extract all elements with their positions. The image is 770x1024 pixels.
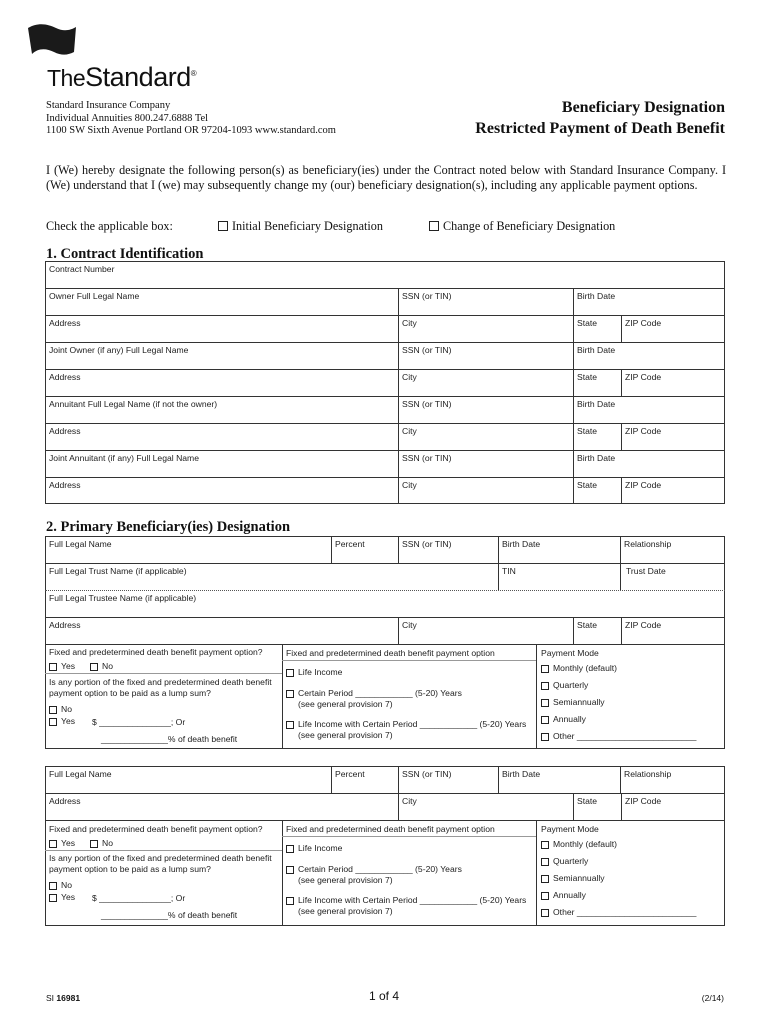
b2-quarterly[interactable] [541, 856, 588, 866]
b2-life-income[interactable] [286, 843, 342, 853]
form-prefix: SI [46, 993, 55, 1003]
brand-name: Standard [85, 62, 191, 92]
b2-monthly-label: Monthly (default) [553, 839, 618, 849]
b2-annually[interactable] [541, 890, 586, 900]
b2-fixed-yes-checkbox[interactable] [49, 840, 57, 848]
b1-life-income-checkbox[interactable] [286, 669, 294, 677]
b2-other-label: Other _________________________ [553, 907, 697, 917]
b2-percent-benefit-field[interactable]: ______________% of death benefit [101, 910, 238, 920]
b1-life-certain-provision: (see general provision 7) [298, 730, 393, 740]
section-1-title: 1. Contract Identification [46, 246, 204, 262]
b2-fixed-no-label: No [102, 838, 113, 848]
b2-ssn-field[interactable]: SSN (or TIN) [402, 769, 452, 779]
joint-owner-birth-date-field[interactable]: Birth Date [577, 345, 616, 355]
b2-certain-period-label: Certain Period ____________ (5-20) Years [298, 864, 462, 874]
b2-percent-field[interactable]: Percent [335, 769, 365, 779]
joint-owner-state-field[interactable]: State [577, 372, 598, 382]
contract-number-field[interactable]: Contract Number [49, 264, 115, 274]
joint-annuitant-city-field[interactable]: City [402, 480, 417, 490]
joint-annuitant-state-field[interactable]: State [577, 480, 598, 490]
b1-life-income-certain-checkbox[interactable] [286, 721, 294, 729]
contract-identification-table [45, 261, 725, 504]
company-name: Standard Insurance Company [46, 100, 171, 111]
b1-fixed-no-label: No [102, 661, 113, 671]
b1-semiannually-checkbox[interactable] [541, 699, 549, 707]
b1-lump-sum-question-1: Is any portion of the fixed and predetermined death benefit [49, 677, 272, 687]
joint-annuitant-birth-date-field[interactable]: Birth Date [577, 453, 616, 463]
b1-address-field[interactable]: Address [49, 620, 81, 630]
b2-life-income-certain-checkbox[interactable] [286, 897, 294, 905]
b1-other-label: Other _________________________ [553, 731, 697, 741]
title-line-2: Restricted Payment of Death Benefit [475, 120, 725, 137]
b2-lump-yes-checkbox[interactable] [49, 894, 57, 902]
initial-designation-label: Initial Beneficiary Designation [232, 219, 383, 233]
b2-state-field[interactable]: State [577, 796, 598, 806]
b1-state-field[interactable]: State [577, 620, 598, 630]
b2-monthly[interactable] [541, 839, 617, 849]
annuitant-address-field[interactable]: Address [49, 426, 81, 436]
b1-semiannually-label: Semiannually [553, 697, 605, 707]
b2-lump-yes-label: Yes [61, 892, 76, 902]
b2-certain-period[interactable] [286, 864, 462, 874]
company-info [46, 100, 336, 138]
b2-lump-no-checkbox[interactable] [49, 882, 57, 890]
b1-annually-checkbox[interactable] [541, 716, 549, 724]
b1-lump-yes[interactable] [49, 716, 75, 726]
b2-birth-date-field[interactable]: Birth Date [502, 769, 541, 779]
b1-quarterly[interactable] [541, 680, 588, 690]
joint-annuitant-ssn-field[interactable]: SSN (or TIN) [402, 453, 452, 463]
b2-dollar-amount-field[interactable]: $ _______________; Or [92, 893, 186, 903]
joint-owner-address-field[interactable]: Address [49, 372, 81, 382]
b2-address-field[interactable]: Address [49, 796, 81, 806]
b2-annually-label: Annually [553, 890, 586, 900]
b2-semiannually-checkbox[interactable] [541, 875, 549, 883]
b1-certain-period[interactable] [286, 688, 462, 698]
b2-lump-sum-question-1: Is any portion of the fixed and predetermined death benefit [49, 853, 272, 863]
change-designation-option[interactable] [429, 219, 615, 234]
company-address: 1100 SW Sixth Avenue Portland OR 97204-1093 www.standard.com [46, 125, 336, 136]
b2-lump-yes[interactable] [49, 892, 75, 902]
b1-payment-mode-header: Payment Mode [541, 648, 599, 658]
b1-fixed-yes-checkbox[interactable] [49, 663, 57, 671]
b2-life-income-certain-label: Life Income with Certain Period ____________ (5-20) Years [298, 895, 527, 905]
b1-monthly-checkbox[interactable] [541, 665, 549, 673]
b2-quarterly-checkbox[interactable] [541, 858, 549, 866]
b2-lump-no[interactable] [49, 880, 72, 890]
b1-certain-provision: (see general provision 7) [298, 699, 393, 709]
b2-life-certain-provision: (see general provision 7) [298, 906, 393, 916]
joint-annuitant-name-field[interactable]: Joint Annuitant (if any) Full Legal Name [49, 453, 199, 463]
b1-life-income-certain-label: Life Income with Certain Period ____________ (5-20) Years [298, 719, 527, 729]
b1-relationship-field[interactable]: Relationship [624, 539, 672, 549]
b1-life-income-certain[interactable] [286, 719, 526, 729]
b1-lump-sum-question-2: payment option to be paid as a lump sum? [49, 688, 211, 698]
b2-other-checkbox[interactable] [541, 909, 549, 917]
annuitant-zip-field[interactable]: ZIP Code [625, 426, 662, 436]
annuitant-city-field[interactable]: City [402, 426, 417, 436]
intro-paragraph: I (We) hereby designate the following person(s) as beneficiary(ies) under the Contract noted below with Standard Insurance Company. I (We) understand that I (we) may subsequently change my (our) beneficiary designation(s), including any applicable payment options. [46, 163, 726, 192]
form-title [475, 97, 725, 139]
title-line-1: Beneficiary Designation [561, 99, 725, 116]
b1-trustee-name-field[interactable]: Full Legal Trustee Name (if applicable) [49, 593, 197, 603]
owner-name-field[interactable]: Owner Full Legal Name [49, 291, 140, 301]
b1-dollar-amount-field[interactable]: $ _______________; Or [92, 717, 186, 727]
form-number [46, 993, 80, 1003]
b1-quarterly-checkbox[interactable] [541, 682, 549, 690]
form-code: 16981 [56, 993, 81, 1003]
b2-certain-provision: (see general provision 7) [298, 875, 393, 885]
b1-fixed-yes[interactable] [49, 661, 75, 671]
b1-certain-period-label: Certain Period ____________ (5-20) Years [298, 688, 462, 698]
b1-lump-yes-checkbox[interactable] [49, 718, 57, 726]
b2-lump-sum-question-2: payment option to be paid as a lump sum? [49, 864, 211, 874]
initial-designation-option[interactable] [218, 219, 383, 234]
b1-fixed-option-header: Fixed and predetermined death benefit payment option [286, 648, 495, 658]
annuitant-name-field[interactable]: Annuitant Full Legal Name (if not the owner) [49, 399, 218, 409]
owner-birth-date-field[interactable]: Birth Date [577, 291, 616, 301]
b1-fixed-yes-label: Yes [61, 661, 76, 671]
b2-quarterly-label: Quarterly [553, 856, 589, 866]
b1-monthly[interactable] [541, 663, 617, 673]
b1-life-income-label: Life Income [298, 667, 343, 677]
b1-monthly-label: Monthly (default) [553, 663, 618, 673]
b2-fixed-no[interactable] [90, 838, 113, 848]
b1-lump-yes-label: Yes [61, 716, 76, 726]
b2-payment-mode-header: Payment Mode [541, 824, 599, 834]
b1-fixed-no[interactable] [90, 661, 113, 671]
b1-birth-date-field[interactable]: Birth Date [502, 539, 541, 549]
b1-annually[interactable] [541, 714, 586, 724]
b1-fixed-no-checkbox[interactable] [90, 663, 98, 671]
b2-life-income-certain[interactable] [286, 895, 526, 905]
joint-owner-name-field[interactable]: Joint Owner (if any) Full Legal Name [49, 345, 189, 355]
annuitant-birth-date-field[interactable]: Birth Date [577, 399, 616, 409]
joint-annuitant-address-field[interactable]: Address [49, 480, 81, 490]
b1-other-checkbox[interactable] [541, 733, 549, 741]
b2-fixed-option-question: Fixed and predetermined death benefit payment option? [49, 824, 263, 834]
b1-percent-benefit-field[interactable]: ______________% of death benefit [101, 734, 238, 744]
change-designation-label: Change of Beneficiary Designation [443, 219, 616, 233]
joint-annuitant-zip-field[interactable]: ZIP Code [625, 480, 662, 490]
change-designation-checkbox[interactable] [429, 221, 439, 231]
b1-zip-field[interactable]: ZIP Code [625, 620, 662, 630]
revision-date: (2/14) [701, 993, 724, 1003]
owner-address-field[interactable]: Address [49, 318, 81, 328]
b2-fixed-no-checkbox[interactable] [90, 840, 98, 848]
check-applicable-label: Check the applicable box: [46, 219, 173, 233]
b2-monthly-checkbox[interactable] [541, 841, 549, 849]
joint-owner-city-field[interactable]: City [402, 372, 417, 382]
b1-life-income[interactable] [286, 667, 342, 677]
b1-certain-period-checkbox[interactable] [286, 690, 294, 698]
owner-zip-field[interactable]: ZIP Code [625, 318, 662, 328]
b1-other[interactable] [541, 731, 696, 741]
b1-fixed-option-question: Fixed and predetermined death benefit payment option? [49, 647, 263, 657]
b2-fixed-yes-label: Yes [61, 838, 76, 848]
b1-full-name-field[interactable]: Full Legal Name [49, 539, 112, 549]
annuitant-ssn-field[interactable]: SSN (or TIN) [402, 399, 452, 409]
flag-logo-icon [26, 22, 78, 58]
brand-prefix: The [47, 65, 86, 91]
owner-ssn-field[interactable]: SSN (or TIN) [402, 291, 452, 301]
b2-lump-no-label: No [61, 880, 72, 890]
b1-semiannually[interactable] [541, 697, 605, 707]
b2-zip-field[interactable]: ZIP Code [625, 796, 662, 806]
owner-state-field[interactable]: State [577, 318, 598, 328]
b2-semiannually-label: Semiannually [553, 873, 605, 883]
annuitant-state-field[interactable]: State [577, 426, 598, 436]
b2-fixed-yes[interactable] [49, 838, 75, 848]
initial-designation-checkbox[interactable] [218, 221, 228, 231]
b1-trust-date-field[interactable]: Trust Date [626, 566, 666, 576]
b2-city-field[interactable]: City [402, 796, 417, 806]
b1-city-field[interactable]: City [402, 620, 417, 630]
brand-logo [47, 62, 196, 93]
joint-owner-zip-field[interactable]: ZIP Code [625, 372, 662, 382]
b2-other[interactable] [541, 907, 696, 917]
b2-relationship-field[interactable]: Relationship [624, 769, 672, 779]
b1-tin-field[interactable]: TIN [502, 566, 516, 576]
b1-percent-field[interactable]: Percent [335, 539, 365, 549]
joint-owner-ssn-field[interactable]: SSN (or TIN) [402, 345, 452, 355]
b1-trust-name-field[interactable]: Full Legal Trust Name (if applicable) [49, 566, 187, 576]
b1-quarterly-label: Quarterly [553, 680, 589, 690]
section-2-title: 2. Primary Beneficiary(ies) Designation [46, 519, 291, 535]
b1-annually-label: Annually [553, 714, 586, 724]
registered-mark: ® [190, 69, 197, 78]
page-number: 1 of 4 [369, 989, 400, 1003]
owner-city-field[interactable]: City [402, 318, 417, 328]
b2-certain-period-checkbox[interactable] [286, 866, 294, 874]
b1-ssn-field[interactable]: SSN (or TIN) [402, 539, 452, 549]
b2-life-income-label: Life Income [298, 843, 343, 853]
b2-fixed-option-header: Fixed and predetermined death benefit payment option [286, 824, 495, 834]
b1-lump-no-label: No [61, 704, 72, 714]
b1-lump-no[interactable] [49, 704, 72, 714]
b2-annually-checkbox[interactable] [541, 892, 549, 900]
b1-lump-no-checkbox[interactable] [49, 706, 57, 714]
company-phone: Individual Annuities 800.247.6888 Tel [46, 112, 209, 124]
b2-full-name-field[interactable]: Full Legal Name [49, 769, 112, 779]
b2-life-income-checkbox[interactable] [286, 845, 294, 853]
b2-semiannually[interactable] [541, 873, 605, 883]
